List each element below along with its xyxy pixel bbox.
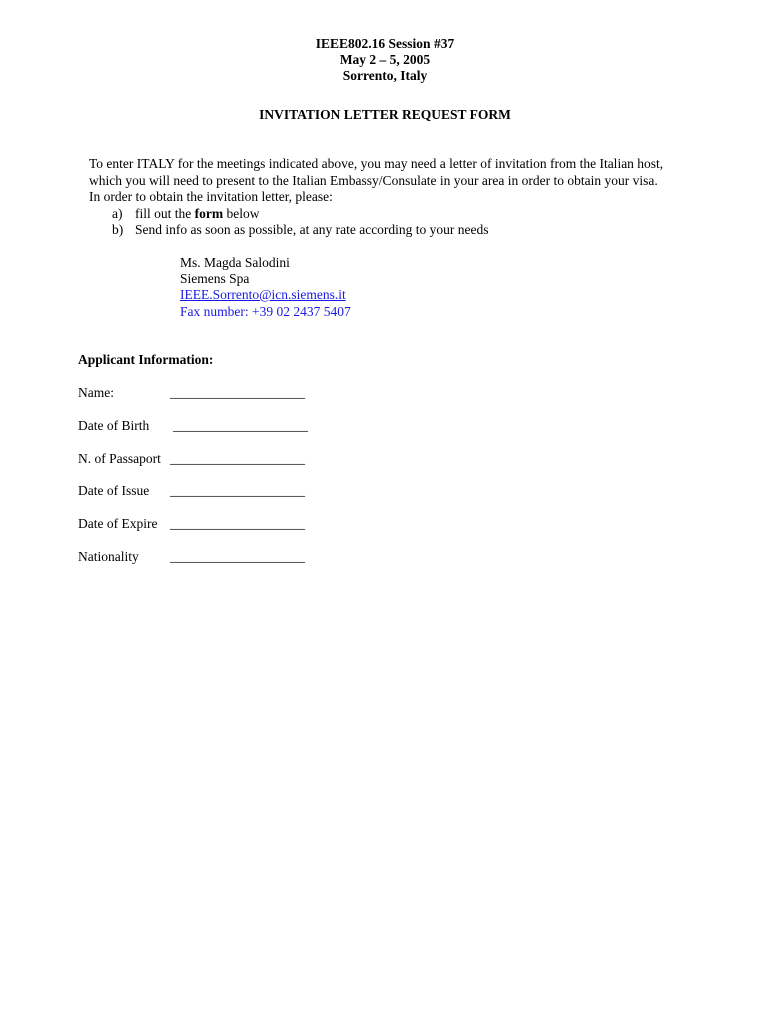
intro-line-2: which you will need to present to the Italian Embassy/Consulate in your area in order to obtain your visa. <box>89 173 658 188</box>
field-label-date-of-birth: Date of Birth <box>78 418 150 433</box>
contact-email-link[interactable]: IEEE.Sorrento@icn.siemens.it <box>180 287 346 302</box>
field-label-passport-number: N. of Passaport <box>78 451 161 466</box>
intro-line-3: In order to obtain the invitation letter, please: <box>89 189 333 204</box>
session-location: Sorrento, Italy <box>342 68 428 83</box>
contact-company: Siemens Spa <box>180 271 250 286</box>
field-label-name: Name: <box>78 385 114 400</box>
field-label-nationality: Nationality <box>78 549 139 564</box>
applicant-section-title: Applicant Information: <box>78 352 214 367</box>
field-blank-date-of-expire[interactable]: ____________________ <box>170 516 305 531</box>
step-b-marker: b) <box>112 222 124 237</box>
step-a-text <box>135 206 259 222</box>
contact-name: Ms. Magda Salodini <box>180 255 290 270</box>
step-a-marker: a) <box>112 206 123 221</box>
step-b-text: Send info as soon as possible, at any rate according to your needs <box>135 222 489 237</box>
session-dates: May 2 – 5, 2005 <box>339 52 431 67</box>
field-blank-name[interactable]: ____________________ <box>170 385 305 400</box>
intro-line-1: To enter ITALY for the meetings indicated above, you may need a letter of invitation from the Italian host, <box>89 156 664 171</box>
contact-fax: Fax number: +39 02 2437 5407 <box>180 304 351 319</box>
form-title: INVITATION LETTER REQUEST FORM <box>259 107 511 122</box>
field-label-date-of-issue: Date of Issue <box>78 483 150 498</box>
field-blank-nationality[interactable]: ____________________ <box>170 549 305 564</box>
step-a-text-after: below <box>223 206 260 221</box>
field-label-date-of-expire: Date of Expire <box>78 516 158 531</box>
field-blank-date-of-birth[interactable]: ____________________ <box>173 418 308 433</box>
session-title: IEEE802.16 Session #37 <box>315 36 455 51</box>
field-blank-passport-number[interactable]: ____________________ <box>170 451 305 466</box>
step-a-text-before: fill out the <box>135 206 195 221</box>
field-blank-date-of-issue[interactable]: ____________________ <box>170 483 305 498</box>
step-a-text-bold: form <box>194 206 224 221</box>
